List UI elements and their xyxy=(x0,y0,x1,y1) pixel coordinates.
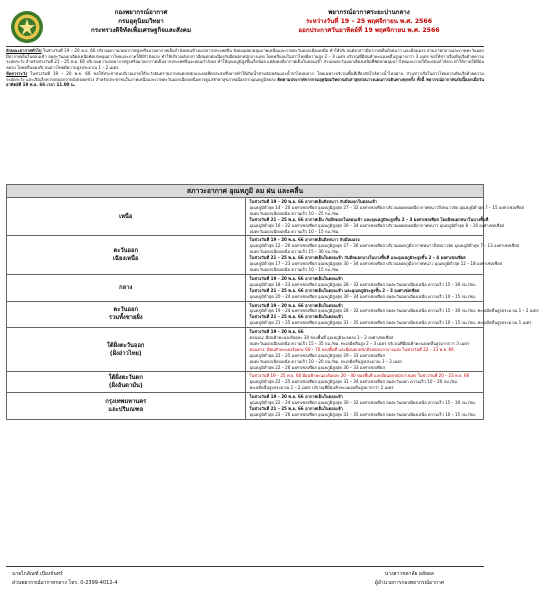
advice-label: ข้อควรระวัง xyxy=(6,70,28,76)
forecast-line: ในช่วงวันที่ 19 – 20 พ.ย. 66 อากาศเย็นถึงหนาว กับมีลมแรง xyxy=(249,237,360,243)
table-title-row xyxy=(7,185,484,198)
title-block xyxy=(264,8,474,35)
forecast-line: อุณหภูมิต่ำสุด 23 – 26 องศาเซลเซียส อุณหภูมิสูงสุด 31 – 35 องศาเซลเซียส ลมตะวันออกเฉียงเหนือ ความเร็ว 10 – 15 กม./ชม. xyxy=(249,411,477,417)
forecast-line: ลมตะวันออกเฉียงเหนือ ความเร็ว 10 – 15 กม./ชม. xyxy=(249,228,340,234)
forecast-period: ระหว่างวันที่ 19 – 25 พฤศจิกายน พ.ศ. 2566 xyxy=(305,18,433,25)
signer-title: ผู้อำนวยการกองพยากรณ์อากาศ xyxy=(374,580,444,586)
region-name: กลาง xyxy=(119,284,133,291)
forecast-line: ในช่วงวันที่ 19 – 20 พ.ย. 66 อากาศเย็นในตอนเช้า xyxy=(249,394,343,400)
forecast-line: อุณหภูมิต่ำสุด 16 – 22 องศาเซลเซียส อุณหภูมิสูงสุด 30 – 34 องศาเซลเซียส บริเวณยอดดอยมีอากาศหนาว อุณหภูมิต่ำสุด 8 – 16 องศาเซลเซียส xyxy=(249,222,505,228)
forecast-row xyxy=(7,372,484,393)
signer-name: นางสาวชลาลัย ผลัยผล xyxy=(384,571,434,577)
advice-text-2: ติดตามประกาศจากกรมอุตุนิยมวิทยาฉบับล่าสุดก่อนวางแผนการเดินทางทุกครั้ง ทั้งนี้ พยากรณ์อากาศฉบับนี้ออกเมื่อวันอาทิตย์ที่ 19 พ.ย. 66 เวลา 11.00 น. xyxy=(6,76,484,88)
document-header xyxy=(6,4,484,52)
forecast-cell xyxy=(245,372,484,393)
ministry-name: กระทรวงดิจิทัลเพื่อเศรษฐกิจและสังคม xyxy=(90,27,192,34)
region-name: ใต้ฝั่งตะวันออก xyxy=(107,342,145,349)
forecast-cell xyxy=(245,301,539,328)
forecast-line: ในช่วงวันที่ 21 – 25 พ.ย. 66 อากาศเย็น กับมีหมอกในตอนเช้า และอุณหภูมิจะสูงขึ้น 2 – 3 องศาเซลเซียส โดยมีหมอกหนาในบางพื้นที่ xyxy=(249,216,489,222)
forecaster-block xyxy=(12,570,117,588)
summary-text: ในช่วงวันที่ 19 – 20 พ.ย. 66 บริเวณความกดอากาศสูงหรือมวลอากาศเย็นกำลังค่อนข้างแรงจากประเทศจีน ยังคงแผ่ปกคลุมภาคเหนือและภาคตะวันออกเฉียงเหนือ ทำให้บริเวณดังกล่าวมีอากาศเย็นถึงหนาว และมีลมแรง ส่วนภาคกลางและภาคตะวันออกมีอากาศเย็นในตอนเช้า ลมตะวันออกเฉียงเหนือพัดปกคลุมอ่าวไทยและภาคใต้มีกำลังแรง ทำให้บริเวณดังกล่าวมีฝนตกต่อเนื่องกับมีฝนตกหนักบางแห่ง โดยคลื่นลมในอ่าวไทยมีความสูง 2 – 3 เมตร บริเวณที่มีฝนฟ้าคะนองคลื่นสูงมากกว่า 3 เมตร ขอให้ชาวเรือเดินเรือด้วยความระมัดระวัง xyxy=(6,48,484,65)
contact-line: ส่วนพยากรณ์อากาศกลาง โทร. 0-2399-4012-4 xyxy=(12,580,118,586)
forecast-cell xyxy=(245,236,520,274)
forecast-line: ในช่วงวันที่ 21 – 25 พ.ย. 66 อากาศเย็นในตอนเช้า กับมีหมอกบางในบางพื้นที่ และอุณหภูมิจะสูงขึ้น 2 – 4 องศาเซลเซียส xyxy=(249,255,466,261)
forecast-line: อุณหภูมิต่ำสุด 22 – 25 องศาเซลเซียส อุณหภูมิสูงสุด 29 – 33 องศาเซลเซียส xyxy=(249,352,385,358)
forecast-line: อุณหภูมิต่ำสุด 22 – 25 องศาเซลเซียส อุณหภูมิสูงสุด 31 – 34 องศาเซลเซียส ลมตะวันออก ความเร็ว 10 – 20 กม./ชม. xyxy=(249,379,459,385)
footer-divider xyxy=(6,566,484,567)
forecast-line: อุณหภูมิต่ำสุด 18 – 23 องศาเซลเซียส อุณหภูมิสูงสุด 28 – 32 องศาเซลเซียส ลมตะวันออกเฉียงเหนือ ความเร็ว 15 – 30 กม./ชม. xyxy=(249,281,477,287)
region-name: เหนือ xyxy=(119,213,133,220)
forecast-line: ตอนบน: มีฝนฟ้าคะนองร้อยละ 30 ของพื้นที่ อุณหภูมิจะลดลง 1 – 2 องศาเซลเซียส xyxy=(249,335,394,341)
region-name: ใต้ฝั่งตะวันตก xyxy=(108,375,143,382)
forecast-row xyxy=(7,274,484,301)
forecast-line: ลมตะวันออกเฉียงเหนือ ความเร็ว 15 – 35 กม./ชม. ทะเลมีคลื่นสูง 2 – 3 เมตร บริเวณที่มีฝนฟ้าคะนองคลื่นสูงมากกว่า 3 เมตร xyxy=(249,340,470,346)
issue-date: ออกประกาศวันอาทิตย์ที่ 19 พฤศจิกายน พ.ศ. 2566 xyxy=(298,27,440,34)
forecast-line: อุณหภูมิต่ำสุด 14 – 20 องศาเซลเซียส อุณหภูมิสูงสุด 27 – 32 องศาเซลเซียส บริเวณยอดดอยมีอากาศหนาวถึงหนาวจัด อุณหภูมิต่ำสุด 7 – 15 องศาเซลเซียส xyxy=(249,204,524,210)
region-name-cell xyxy=(7,393,246,420)
forecast-line: อุณหภูมิต่ำสุด 12 – 20 องศาเซลเซียส อุณหภูมิสูงสุด 27 – 30 องศาเซลเซียส บริเวณยอดภูมีอากาศหนาวถึงหนาวจัด อุณหภูมิต่ำสุด 7 – 13 องศาเซลเซียส xyxy=(249,243,520,249)
region-name-sub: (ฝั่งอันดามัน) xyxy=(108,383,143,390)
forecaster-name: นายไกลัณฑ์ เบียงจันทร์ xyxy=(12,571,63,577)
region-name: ตะวันออก xyxy=(113,248,139,255)
region-name: กรุงเทพมหานคร xyxy=(105,399,147,405)
table-title: สภาวะอากาศ อุณหภูมิ ลม ฝน และคลื่น xyxy=(7,185,484,198)
summary-label: ลักษณะอากาศทั่วไป xyxy=(6,48,42,53)
forecast-cell xyxy=(245,274,484,301)
region-name: ตะวันออก xyxy=(113,307,139,314)
header-divider xyxy=(6,46,484,47)
forecast-line: ในช่วงวันที่ 19 – 20 พ.ย. 66 อากาศเย็นในตอนเช้า xyxy=(249,275,343,281)
forecast-line: ลมตะวันออกเฉียงเหนือ ความเร็ว 10 – 25 กม./ชม. xyxy=(249,210,340,216)
forecast-row xyxy=(7,236,484,274)
region-name-sub: (ฝั่งอ่าวไทย) xyxy=(109,350,142,357)
summary-text-2: สำหรับช่วงวันที่ 21 – 25 พ.ย. 66 บริเวณความกดอากาศสูงหรือมวลอากาศเย็นจากประเทศจีนจะอ่อนกำลังลง ทำให้อุณหภูมิสูงขึ้นเล็กน้อย แต่ยังคงมีอากาศเย็นในตอนเช้า ส่วนลมตะวันออกเฉียงเหนือที่พัดปกคลุมอ่าวไทยและภาคใต้จะอ่อนกำลังลง ทำให้ภาคใต้มีฝนลดลง โดยคลื่นลมบริเวณอ่าวไทยมีความสูงประมาณ 1 – 2 เมตร xyxy=(6,59,484,70)
region-name-sub: เฉียงเหนือ xyxy=(113,256,139,263)
forecast-line: ในช่วงวันที่ 21 – 25 พ.ย. 66 อากาศเย็นในตอนเช้า xyxy=(249,314,343,320)
forecast-row xyxy=(7,198,484,236)
forecast-line: อุณหภูมิต่ำสุด 22 – 24 องศาเซลเซียส อุณหภูมิสูงสุด 30 – 32 องศาเซลเซียส ลมตะวันออกเฉียงเหนือ ความเร็ว 15 – 30 กม./ชม. xyxy=(249,400,477,406)
region-name-cell xyxy=(7,372,246,393)
forecast-line: ลมตะวันออกเฉียงเหนือ ความเร็ว 10 – 15 กม./ชม. xyxy=(249,266,340,272)
document-footer xyxy=(6,570,484,594)
region-name-cell xyxy=(7,328,246,372)
region-name-cell xyxy=(7,274,246,301)
forecast-line: ในช่วงวันที่ 19 – 20 พ.ย. 66 อากาศเย็นในตอนเช้า xyxy=(249,302,343,308)
forecast-page xyxy=(6,4,539,596)
forecast-cell xyxy=(245,393,484,420)
forecast-row xyxy=(7,328,484,372)
forecast-line: อุณหภูมิต่ำสุด 21 – 25 องศาเซลเซียส อุณหภูมิสูงสุด 31 – 35 องศาเซลเซียส ลมตะวันออกเฉียงเหนือ ความเร็ว 10 – 15 กม./ชม. ทะเลมีคลื่นสูงประมาณ 1 เมตร xyxy=(249,320,532,326)
tmd-emblem-icon xyxy=(10,10,44,44)
forecast-line: ลมตะวันออกเฉียงเหนือ ความเร็ว 15 – 30 กม./ชม. xyxy=(249,249,340,255)
region-name-sub: และปริมณฑล xyxy=(108,407,144,413)
region-name-cell xyxy=(7,236,246,274)
region-name-cell xyxy=(7,301,246,328)
forecast-line: ในช่วงวันที่ 21 – 25 พ.ย. 66 อากาศเย็นในตอนเช้า และอุณหภูมิจะสูงขึ้น 2 – 3 องศาเซลเซียส xyxy=(249,287,420,293)
regional-forecast-table xyxy=(6,184,539,420)
forecast-row xyxy=(7,301,484,328)
forecast-row xyxy=(7,393,484,420)
region-name-sub: รวมทั้งชายฝั่ง xyxy=(108,315,143,322)
summary-paragraph xyxy=(6,48,484,70)
region-name-cell xyxy=(7,198,246,236)
document-title: พยากรณ์อากาศระยะปานกลาง xyxy=(328,9,410,16)
forecast-line: ตอนล่าง: มีฝนฟ้าคะนองร้อยละ 60 – 70 ของพื้นที่ และมีฝนตกหนักถึงหนักมากบางแห่ง ในช่วงวันที่ 22 – 23 พ.ย. 66 xyxy=(249,346,454,352)
forecast-line: ในช่วงวันที่ 19 – 25 พ.ย. 66 มีฝนฟ้าคะนองร้อยละ 20 – 40 ของพื้นที่ และมีฝนตกหนักบางแห่ง ในช่วงวันที่ 20 – 23 พ.ย. 66 xyxy=(249,373,470,379)
forecast-line: อุณหภูมิต่ำสุด 19 – 24 องศาเซลเซียส อุณหภูมิสูงสุด 28 – 32 องศาเซลเซียส ลมตะวันออกเฉียงเหนือ ความเร็ว 15 – 30 กม./ชม. ทะเลมีคลื่นสูงประมาณ 1 – 2 เมตร xyxy=(249,308,539,314)
forecast-line: ในช่วงวันที่ 19 – 20 พ.ย. 66 xyxy=(249,329,304,335)
forecast-line: อุณหภูมิต่ำสุด 17 – 23 องศาเซลเซียส อุณหภูมิสูงสุด 30 – 34 องศาเซลเซียส บริเวณยอดภูมีอากาศหนาว อุณหภูมิต่ำสุด 12 – 18 องศาเซลเซียส xyxy=(249,261,503,267)
forecast-cell xyxy=(245,198,524,236)
forecast-cell xyxy=(245,328,484,372)
forecast-line: อุณหภูมิต่ำสุด 22 – 26 องศาเซลเซียส อุณหภูมิสูงสุด 30 – 33 องศาเซลเซียส xyxy=(249,364,385,370)
department-name: กรมอุตุนิยมวิทยา xyxy=(118,18,164,25)
advice-text: ในช่วงวันที่ 19 – 20 พ.ย. 66 ขอให้ประชาชนบริเวณภาคใต้ระวังอันตรายจากฝนตกหนักและฝนที่ตกสะสมซึ่งอาจทำให้เกิดน้ำท่วมฉับพลันและน้ำป่าไหลหลาก โดยเฉพาะบริเวณพื้นที่เสี่ยงภัยใกล้ทางน้ำไหลผ่าน ส่วนชาวเรือในอ่าวไทยควรเดินเรือด้วยความระมัดระวัง และเรือเล็กควรงดออกจากฝั่งตลอดช่วง สำหรับประชาชนในภาคเหนือและภาคตะวันออกเฉียงเหนือควรดูแลรักษาสุขภาพเนื่องจากอุณหภูมิลดลง xyxy=(6,70,484,82)
advice-paragraph xyxy=(6,71,484,88)
forecast-line: อุณหภูมิต่ำสุด 20 – 24 องศาเซลเซียส อุณหภูมิสูงสุด 30 – 34 องศาเซลเซียส ลมตะวันออกเฉียงเหนือ ความเร็ว 10 – 15 กม./ชม. xyxy=(249,293,477,299)
forecast-line: ในช่วงวันที่ 21 – 25 พ.ย. 66 อากาศเย็นในตอนเช้า xyxy=(249,406,343,411)
org-name: กองพยากรณ์อากาศ xyxy=(114,9,168,16)
organization-block xyxy=(66,8,216,35)
forecast-line: ลมตะวันออกเฉียงเหนือ ความเร็ว 10 – 20 กม./ชม. ทะเลมีคลื่นสูงประมาณ 1 – 2 เมตร xyxy=(249,358,403,364)
general-description xyxy=(6,48,484,88)
forecast-line: ทะเลมีคลื่นสูงประมาณ 1 – 2 เมตร บริเวณที่มีฝนฟ้าคะนองคลื่นสูงมากกว่า 2 เมตร xyxy=(249,385,394,391)
forecast-line: ในช่วงวันที่ 19 – 20 พ.ย. 66 อากาศเย็นถึงหนาว กับมีหมอกในตอนเช้า xyxy=(249,199,378,204)
signer-block xyxy=(375,570,444,588)
